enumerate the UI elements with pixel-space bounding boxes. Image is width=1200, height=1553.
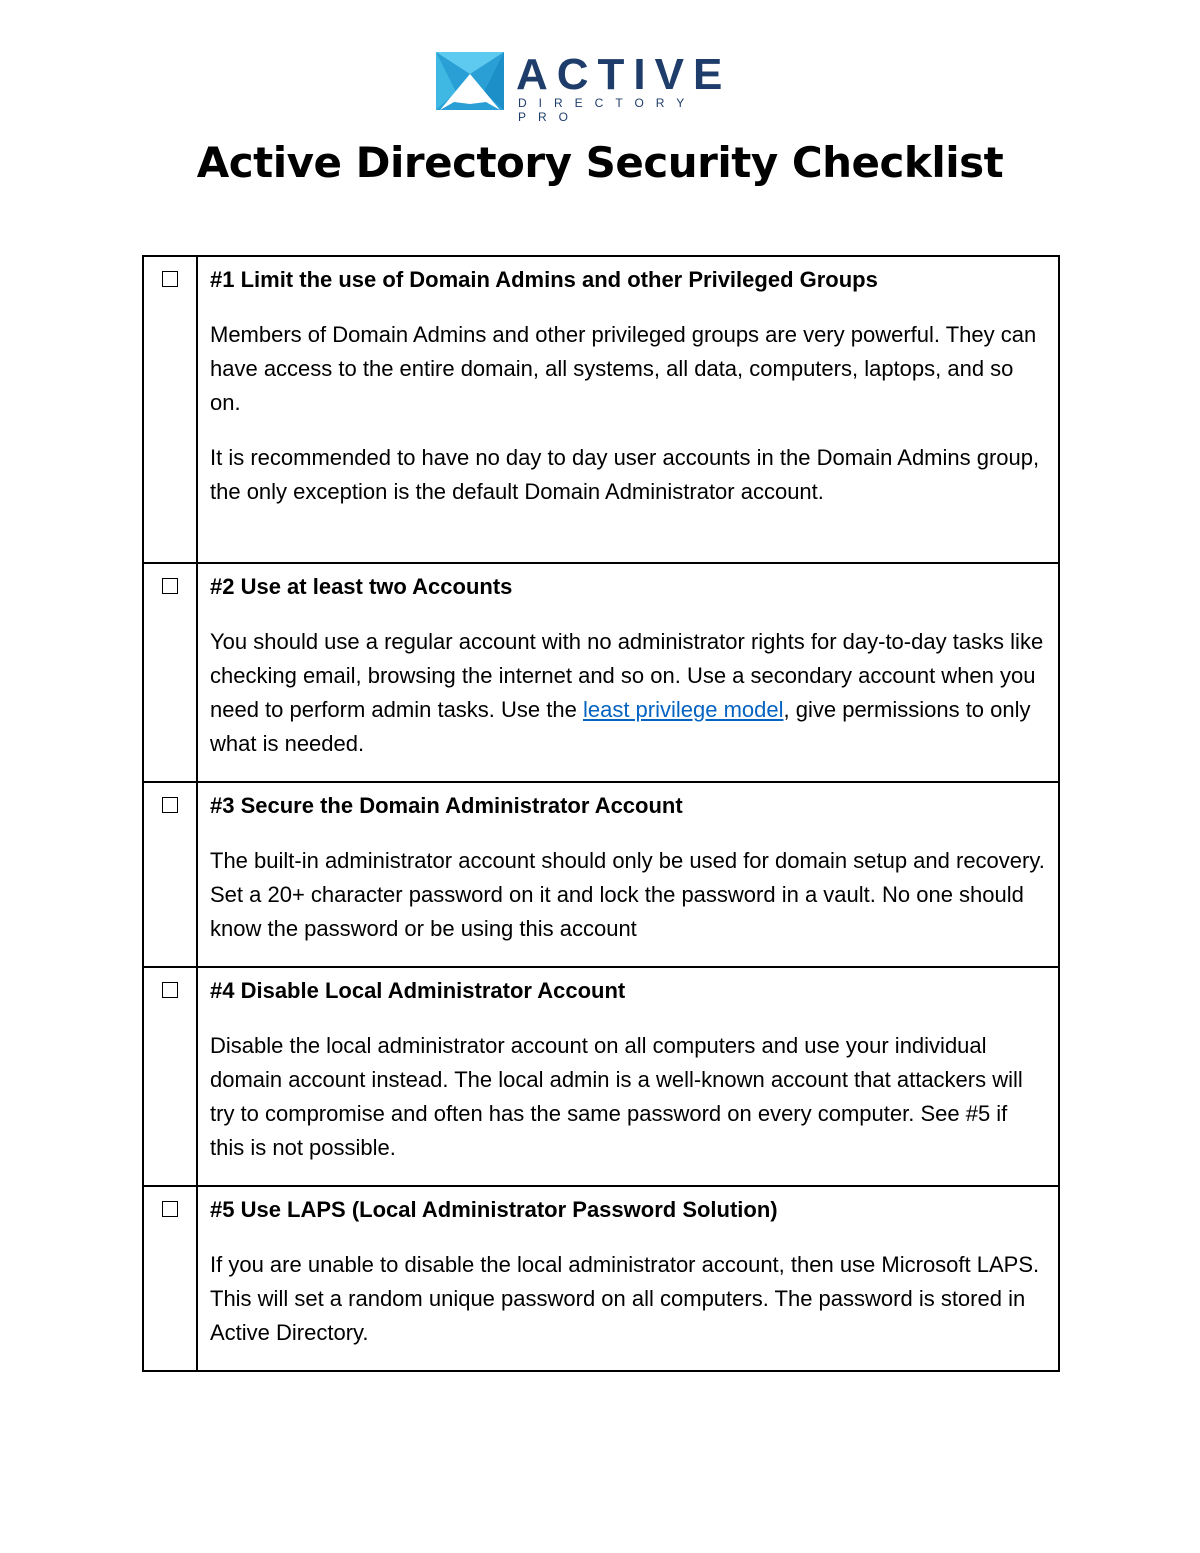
checkbox[interactable] xyxy=(162,797,178,813)
page-title: Active Directory Security Checklist xyxy=(196,138,1004,187)
checklist-row xyxy=(143,782,1059,967)
checklist-row xyxy=(143,967,1059,1186)
checkbox[interactable] xyxy=(162,982,178,998)
item-text: If you are unable to disable the local administrator account, then use Microsoft LAPS. This will set a random unique password on all computers. The password is stored in Active Directory. xyxy=(210,1252,1040,1345)
checklist-table xyxy=(142,255,1060,1372)
item-title: #2 Use at least two Accounts xyxy=(210,574,513,599)
checklist-row xyxy=(143,1186,1059,1371)
checkbox[interactable] xyxy=(162,578,178,594)
logo-wordmark: ACTIVE xyxy=(516,50,732,99)
logo xyxy=(436,50,766,124)
logo-subtitle: DIRECTORY PRO xyxy=(518,96,697,124)
logo-mountain-icon xyxy=(436,52,504,110)
checklist-row xyxy=(143,256,1059,563)
item-title: #4 Disable Local Administrator Account xyxy=(210,978,626,1003)
item-title: #1 Limit the use of Domain Admins and other Privileged Groups xyxy=(210,267,878,292)
item-text: Members of Domain Admins and other privileged groups are very powerful. They can have access to the entire domain, all systems, all data, computers, laptops, and so on. xyxy=(210,322,1037,415)
checkbox[interactable] xyxy=(162,271,178,287)
item-title: #5 Use LAPS (Local Administrator Password Solution) xyxy=(210,1197,778,1222)
item-title: #3 Secure the Domain Administrator Account xyxy=(210,793,683,818)
least-privilege-link[interactable]: least privilege model xyxy=(582,697,784,722)
item-text: The built-in administrator account should only be used for domain setup and recovery. Set a 20+ character password on it and lock the password in a vault. No one should know the password or be using this account xyxy=(210,848,1045,941)
checkbox[interactable] xyxy=(162,1201,178,1217)
item-text: Disable the local administrator account on all computers and use your individual domain account instead. The local admin is a well-known account that attackers will try to compromise and often has the same password on every computer. See #5 if this is not possible. xyxy=(210,1033,1023,1160)
checklist-row xyxy=(143,563,1059,782)
item-text: It is recommended to have no day to day user accounts in the Domain Admins group, the only exception is the default Domain Administrator account. xyxy=(210,445,1040,504)
item-text: You should use a regular account with no administrator rights for day-to-day tasks like checking email, browsing the internet and so on. Use a secondary account when you need to perform admin tasks. Use the least privilege model, give permissions to only what is needed. xyxy=(210,629,1044,756)
